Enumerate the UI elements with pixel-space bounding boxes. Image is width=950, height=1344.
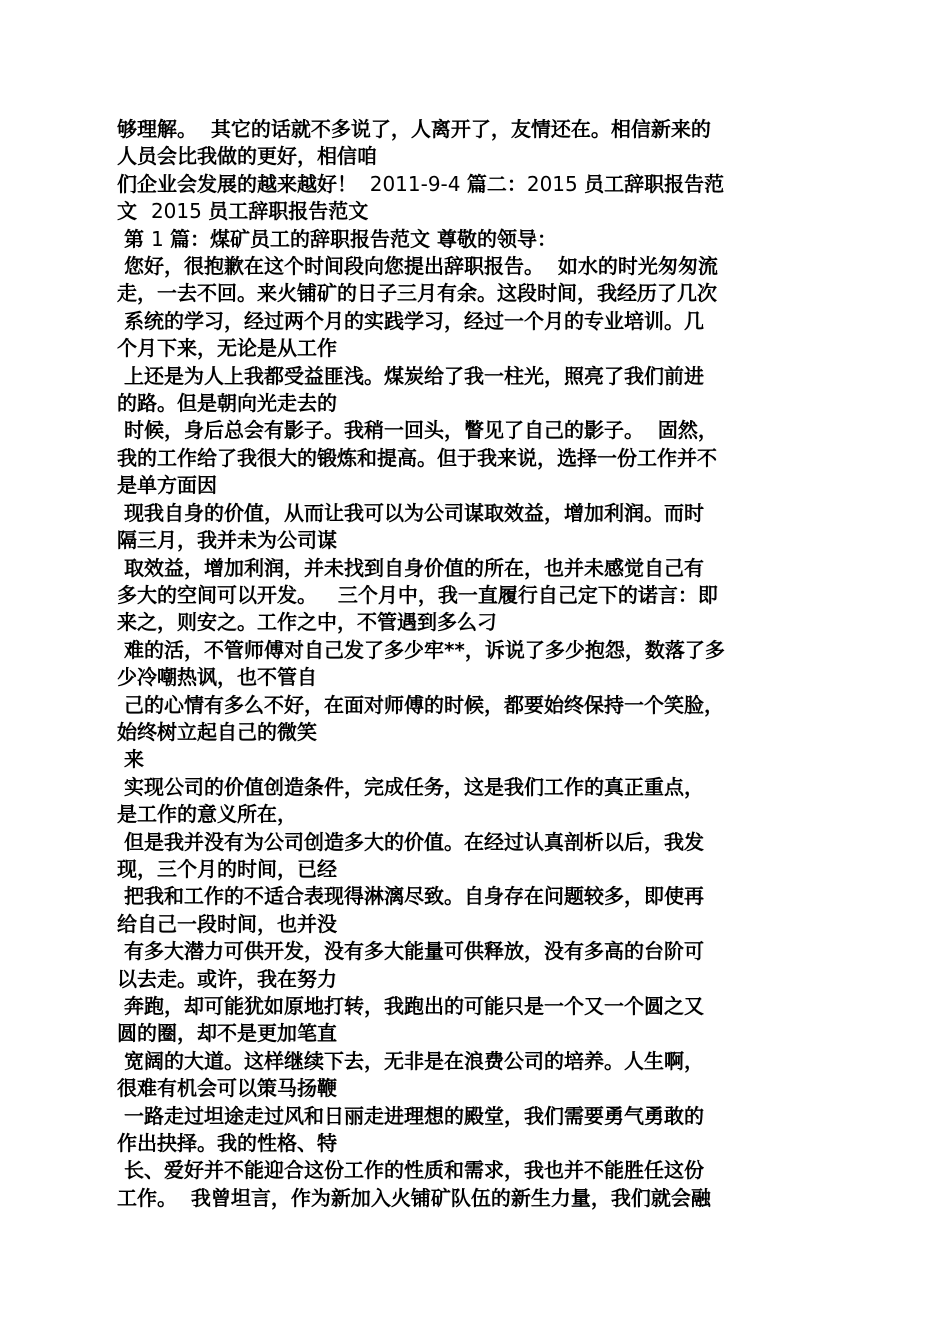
text-line	[117, 500, 842, 527]
text-line	[117, 143, 842, 170]
text-segment: 作出抉择。我的性格、特	[117, 1131, 337, 1156]
text-segment: 们企业会发展的越来越好！	[117, 171, 357, 196]
text-segment: 个月下来，无论是从工作	[117, 336, 337, 361]
text-line	[117, 719, 842, 746]
text-segment: 奔跑，却可能犹如原地打转，我跑出的可能只是一个又一个圆之又	[117, 994, 704, 1018]
text-line	[117, 938, 842, 965]
text-line	[117, 1020, 842, 1047]
text-line	[117, 390, 842, 417]
text-line	[117, 1048, 842, 1075]
text-segment: 系统的学习，经过两个月的实践学习，经过一个月的专业培训。几	[117, 308, 704, 333]
text-line	[117, 966, 842, 993]
text-segment: 篇二：	[466, 171, 527, 196]
text-line	[117, 1157, 842, 1184]
text-line	[117, 226, 842, 253]
text-segment: 工作。 我曾坦言，作为新加入火铺矿队伍的新生力量，我们就会融	[117, 1185, 711, 1210]
text-line	[117, 335, 842, 362]
text-segment: 1	[150, 226, 171, 251]
text-line	[117, 637, 842, 664]
text-segment: 走，一去不回。来火铺矿的日子三月有余。这段时间，我经历了几次	[117, 281, 717, 306]
text-segment: 很难有机会可以策马扬鞭	[117, 1076, 337, 1101]
text-line	[117, 253, 842, 280]
text-segment: 长、爱好并不能迎合这份工作的性质和需求，我也并不能胜任这份	[117, 1158, 704, 1183]
text-segment: 2015	[150, 199, 209, 224]
text-segment: 2011-9-4	[357, 171, 467, 196]
text-segment: 取效益，增加利润，并未找到自身价值的所在，也并未感觉自己有	[117, 555, 704, 580]
text-line	[117, 171, 842, 198]
text-segment: 现我自身的价值，从而让我可以为公司谋取效益，增加利润。而时	[117, 500, 704, 525]
text-line	[117, 417, 842, 444]
text-line	[117, 856, 842, 883]
text-segment: 人员会比我做的更好，相信咱	[117, 144, 377, 169]
text-segment: 员工辞职报告范	[584, 171, 725, 196]
text-segment: 文	[117, 199, 151, 224]
text-line	[117, 1130, 842, 1157]
text-line	[117, 363, 842, 390]
text-segment: 现，三个月的时间，已经	[117, 856, 337, 881]
text-line	[117, 527, 842, 554]
text-line	[117, 829, 842, 856]
text-segment: 上还是为人上我都受益匪浅。煤炭给了我一柱光，照亮了我们前进	[117, 363, 704, 388]
text-segment: 把我和工作的不适合表现得淋漓尽致。自身存在问题较多，即使再	[117, 884, 704, 909]
text-segment: 员工辞职报告范文	[208, 199, 369, 224]
text-line	[117, 774, 842, 801]
text-segment: 的路。但是朝向光走去的	[117, 391, 337, 416]
text-segment: 多大的空间可以开发。 三个月中，我一直履行自己定下的诺言：即	[117, 582, 718, 607]
text-line	[117, 555, 842, 582]
text-line	[117, 993, 842, 1020]
document-body	[117, 116, 842, 1212]
text-segment: 是工作的意义所在，	[117, 802, 297, 827]
text-line	[117, 801, 842, 828]
text-line	[117, 911, 842, 938]
text-segment: 始终树立起自己的微笑	[117, 719, 317, 744]
text-segment: 圆的圈，却不是更加笔直	[117, 1021, 337, 1046]
text-line	[117, 1185, 842, 1212]
text-segment: 时候，身后总会有影子。我稍一回头，瞥见了自己的影子。 固然，	[117, 418, 718, 443]
text-line	[117, 664, 842, 691]
text-segment: 以去走。或许，我在努力	[117, 966, 337, 991]
text-segment: 隔三月，我并未为公司谋	[117, 528, 337, 553]
text-line	[117, 116, 842, 143]
text-segment: 来之，则安之。工作之中，不管遇到多么刁	[117, 610, 497, 635]
text-line	[117, 445, 842, 472]
text-line	[117, 1103, 842, 1130]
text-line	[117, 746, 842, 773]
text-segment: 您好，很抱歉在这个时间段向您提出辞职报告。 如水的时光匆匆流	[117, 254, 718, 279]
text-segment: 第	[117, 226, 151, 251]
text-line	[117, 308, 842, 335]
text-segment: 实现公司的价值创造条件，完成任务，这是我们工作的真正重点，	[117, 774, 704, 799]
text-segment: 来	[117, 747, 144, 772]
text-line	[117, 582, 842, 609]
text-line	[117, 472, 842, 499]
text-segment: 一路走过坦途走过风和日丽走进理想的殿堂，我们需要勇气勇敢的	[117, 1103, 704, 1128]
text-segment: 给自己一段时间，也并没	[117, 911, 337, 936]
text-segment: 宽阔的大道。这样继续下去，无非是在浪费公司的培养。人生啊，	[117, 1048, 704, 1073]
text-line	[117, 883, 842, 910]
text-segment: 篇：煤矿员工的辞职报告范文 尊敬的领导：	[170, 226, 557, 251]
text-segment: 难的活，不管师傅对自己发了多少牢**，诉说了多少抱怨，数落了多	[117, 637, 725, 662]
text-line	[117, 609, 842, 636]
text-line	[117, 198, 842, 225]
text-line	[117, 280, 842, 307]
text-segment: 我的工作给了我很大的锻炼和提高。但于我来说，选择一份工作并不	[117, 445, 717, 470]
text-line	[117, 1075, 842, 1102]
text-line	[117, 692, 842, 719]
text-segment: 有多大潜力可供开发，没有多大能量可供释放，没有多高的台阶可	[117, 939, 704, 964]
text-segment: 够理解。 其它的话就不多说了，人离开了，友情还在。相信新来的	[117, 117, 711, 141]
text-segment: 己的心情有多么不好，在面对师傅的时候，都要始终保持一个笑脸，	[117, 692, 724, 717]
text-segment: 是单方面因	[117, 473, 217, 498]
text-segment: 2015	[526, 171, 585, 196]
text-segment: 少冷嘲热讽，也不管自	[117, 665, 317, 690]
text-segment: 但是我并没有为公司创造多大的价值。在经过认真剖析以后，我发	[117, 829, 704, 854]
